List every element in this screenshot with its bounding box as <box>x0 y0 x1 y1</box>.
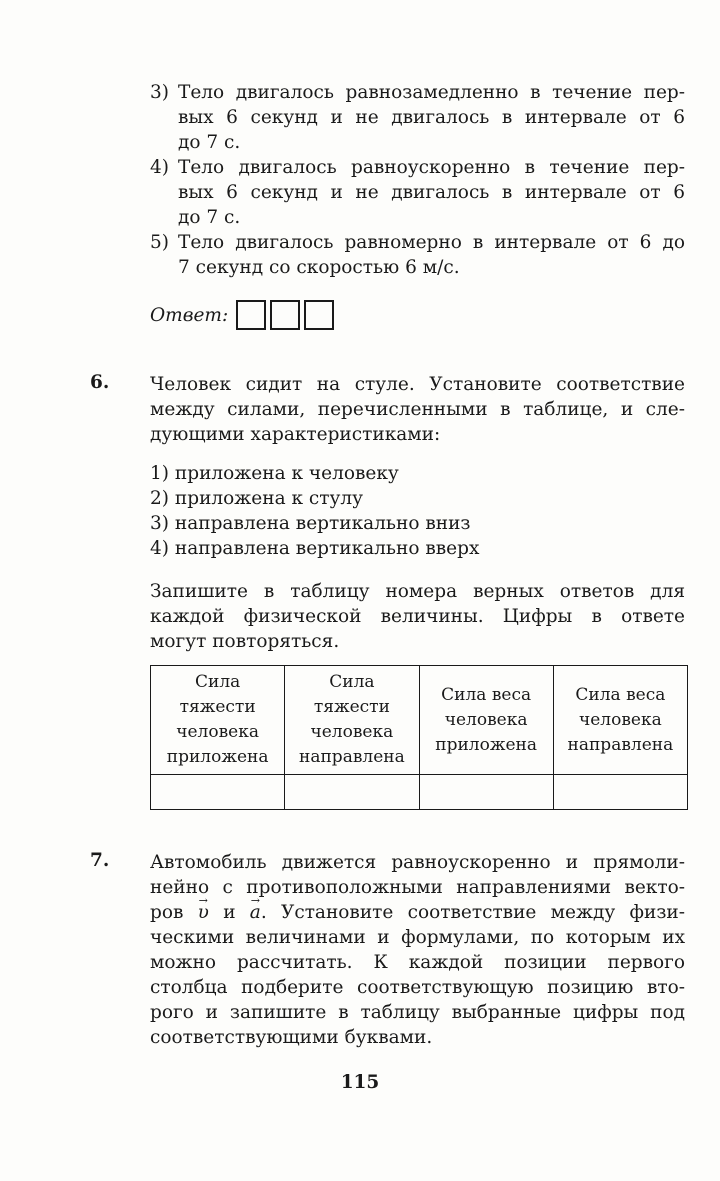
characteristics-list <box>150 461 685 561</box>
task7-text <box>150 850 685 1050</box>
task6-intro <box>150 372 685 447</box>
vector-text-line <box>150 900 685 925</box>
acceleration-vector: → a <box>250 900 261 925</box>
list-text: приложена к стулу <box>174 488 364 509</box>
table-header <box>553 666 687 775</box>
text-line: могут повторяться. <box>150 631 340 652</box>
table-header <box>151 666 285 775</box>
answer-box[interactable] <box>236 300 266 330</box>
velocity-vector: → υ <box>198 900 209 925</box>
text-line: соответствующими буквами. <box>150 1027 433 1048</box>
header-line: приложена <box>166 747 269 767</box>
list-text: направлена вертикально вниз <box>174 513 471 534</box>
text-fragment: . Установите соответствие между физи- <box>260 902 685 923</box>
list-number: 2) <box>150 488 169 509</box>
text-fragment: и <box>223 902 236 923</box>
text-line: дующими характеристиками: <box>150 424 441 445</box>
text-line: рого и запишите в таблицу выбранные цифры под <box>150 1002 685 1023</box>
table-header <box>285 666 419 775</box>
list-number: 3) <box>150 513 169 534</box>
text-line: можно рассчитать. К каждой позиции первого <box>150 952 685 973</box>
list-item <box>150 536 685 561</box>
answer-cell[interactable] <box>419 775 553 810</box>
text-line: Автомобиль движется равноускоренно и прямоли- <box>150 852 685 873</box>
answer-table <box>150 665 688 810</box>
task-number: 7. <box>90 850 110 871</box>
header-line: тяжести <box>179 697 256 717</box>
answer-row <box>150 300 338 330</box>
header-line: человека <box>310 722 394 742</box>
option-number: 4) <box>150 157 169 178</box>
text-line: нейно с противоположными направлениями векто- <box>150 877 685 898</box>
option-3 <box>150 80 685 155</box>
option-4 <box>150 155 685 230</box>
header-line: человека <box>579 709 662 730</box>
task-number: 6. <box>90 372 110 393</box>
list-number: 1) <box>150 463 169 484</box>
header-line: человека <box>176 722 259 742</box>
option-text-line: до 7 с. <box>178 132 241 153</box>
option-number: 5) <box>150 232 169 253</box>
option-number: 3) <box>150 82 169 103</box>
list-item <box>150 461 685 486</box>
answer-box[interactable] <box>270 300 300 330</box>
text-line: столбца подберите соответствующую позицию вто- <box>150 977 685 998</box>
option-text-line: вых 6 секунд и не двигалось в интервале от 6 <box>178 182 685 203</box>
option-text-line: 7 секунд со скоростью 6 м/с. <box>178 257 460 278</box>
answer-box[interactable] <box>304 300 334 330</box>
option-text-line: Тело двигалось равномерно в интервале от 6 до <box>178 232 685 253</box>
task6-instruction <box>150 579 685 654</box>
text-line: Человек сидит на стуле. Установите соответствие <box>150 374 685 395</box>
text-line: каждой физической величины. Цифры в ответе <box>150 606 685 627</box>
header-line: Сила <box>194 672 241 692</box>
header-line: направлена <box>299 747 405 767</box>
option-5 <box>150 230 685 280</box>
answer-label: Ответ: <box>150 304 229 326</box>
answer-cell[interactable] <box>553 775 687 810</box>
list-item <box>150 486 685 511</box>
header-line: Сила <box>329 672 375 692</box>
text-line: Запишите в таблицу номера верных ответов для <box>150 581 685 602</box>
header-line: приложена <box>435 734 537 755</box>
answer-cell[interactable] <box>151 775 285 810</box>
option-text-line: до 7 с. <box>178 207 241 228</box>
list-number: 4) <box>150 538 169 559</box>
header-line: тяжести <box>313 697 390 717</box>
answer-cell[interactable] <box>285 775 419 810</box>
header-line: Сила веса <box>575 684 666 705</box>
option-text-line: Тело двигалось равнозамедленно в течение пер- <box>178 82 685 103</box>
table-header <box>419 666 553 775</box>
list-text: направлена вертикально вверх <box>174 538 480 559</box>
option-text-line: Тело двигалось равноускоренно в течение пер- <box>178 157 685 178</box>
list-text: приложена к человеку <box>174 463 399 484</box>
page-number: 115 <box>340 1072 380 1093</box>
text-line: ческими величинами и формулами, по которым их <box>150 927 685 948</box>
text-line: между силами, перечисленными в таблице, и сле- <box>150 399 685 420</box>
header-line: направлена <box>567 734 674 755</box>
list-item <box>150 511 685 536</box>
header-line: Сила веса <box>441 684 532 705</box>
text-fragment: ров <box>150 902 184 923</box>
header-line: человека <box>444 709 528 730</box>
option-text-line: вых 6 секунд и не двигалось в интервале от 6 <box>178 107 685 128</box>
